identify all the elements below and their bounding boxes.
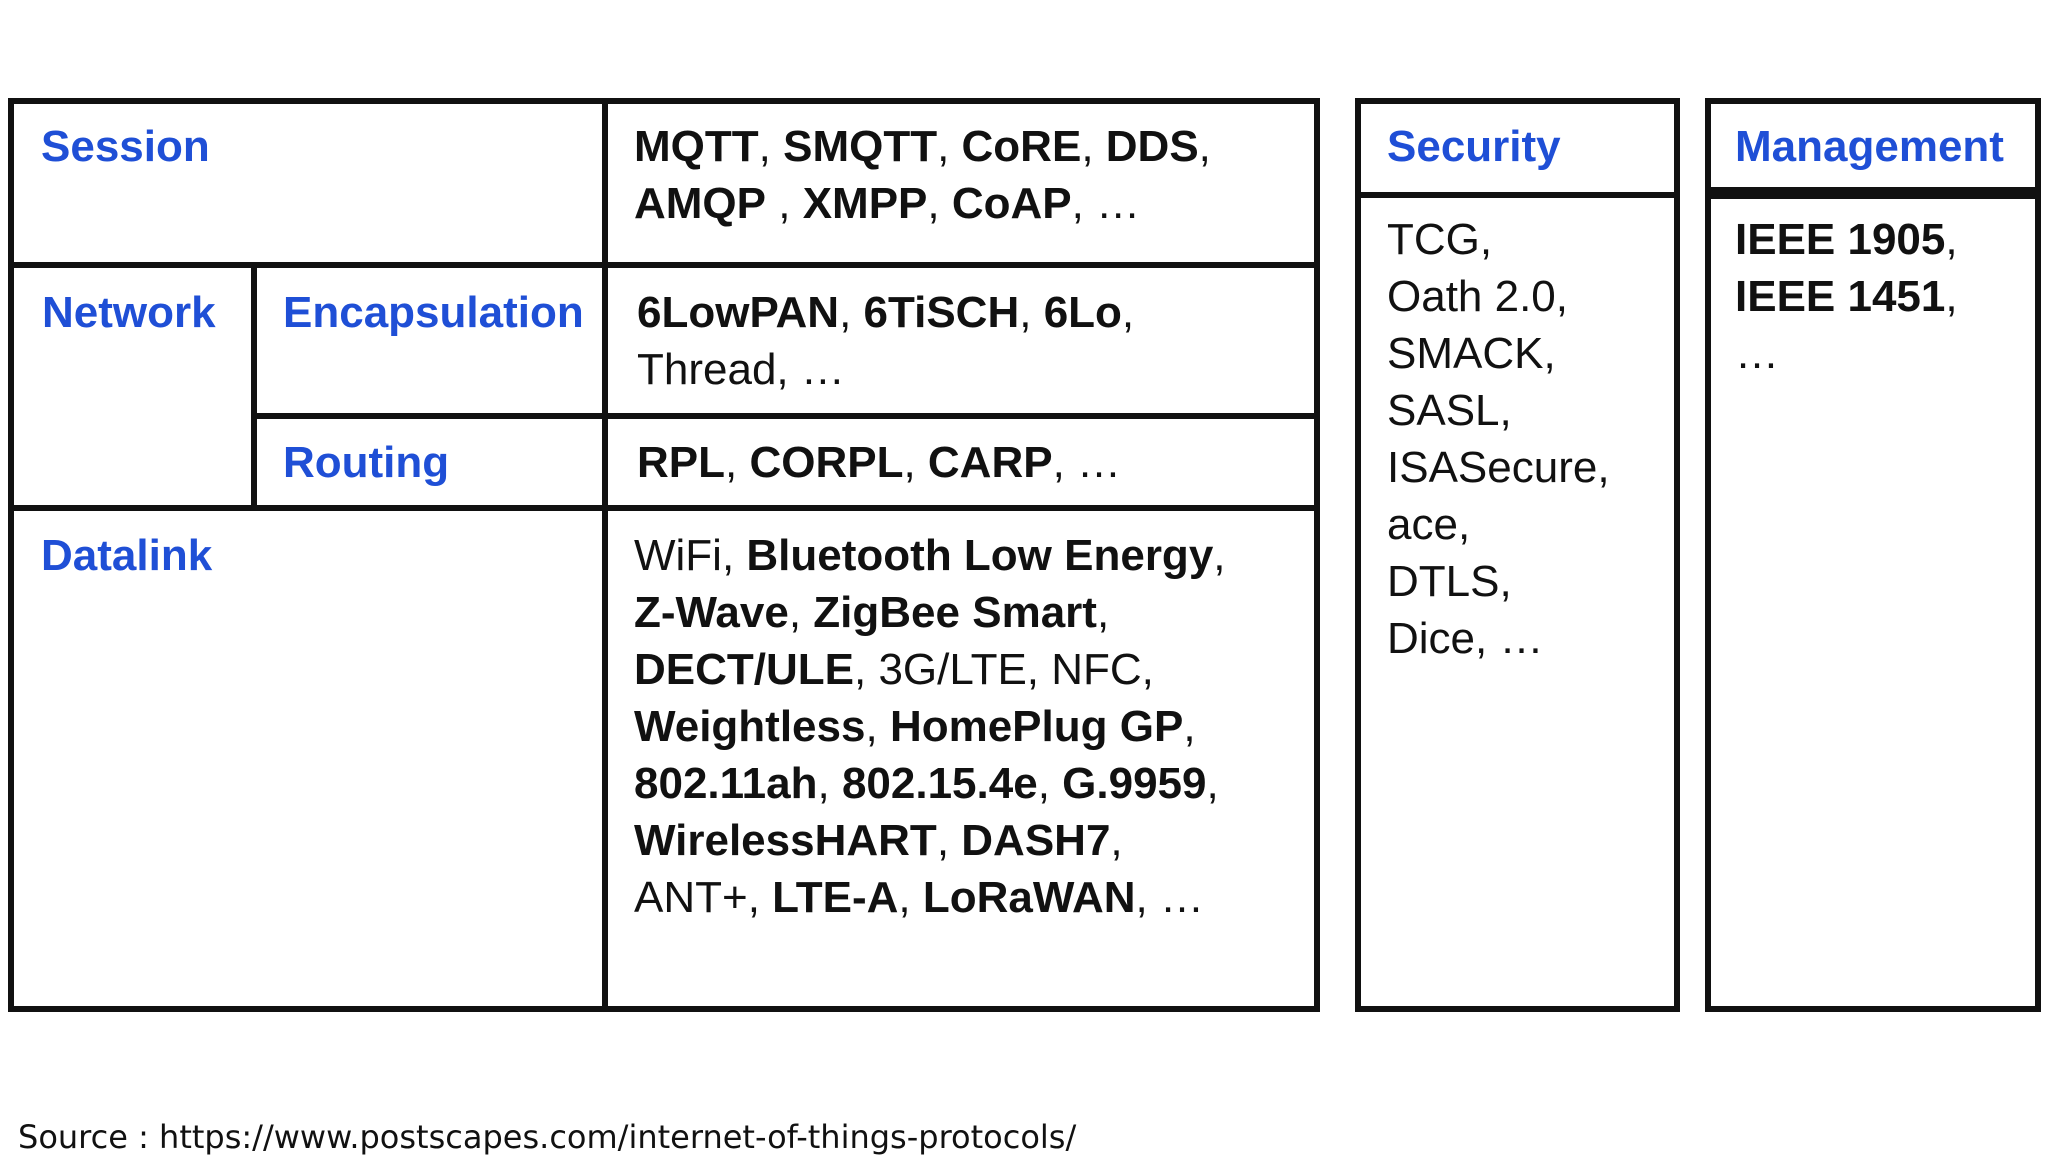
protocol-name-bold: CoAP xyxy=(951,179,1072,228)
protocol-name-bold: DECT/ULE xyxy=(634,645,854,694)
session-label: Session xyxy=(41,122,210,171)
protocol-name-bold: WirelessHART xyxy=(634,816,937,865)
protocol-text: , … xyxy=(1735,272,1958,378)
protocol-text: , 3G/LTE, NFC, xyxy=(854,645,1154,694)
protocol-name-bold: DASH7 xyxy=(961,816,1111,865)
protocol-name-bold: DDS xyxy=(1105,122,1199,171)
protocol-name-bold: AMQP xyxy=(634,179,766,228)
protocol-text: , xyxy=(898,873,923,922)
encapsulation-bottom-divider xyxy=(251,413,1320,419)
protocol-name-bold: LoRaWAN xyxy=(922,873,1136,922)
network-inner-divider xyxy=(251,264,257,510)
protocol-text: , xyxy=(788,588,814,637)
protocol-text: , xyxy=(1019,288,1044,337)
protocol-name-bold: 6LowPAN xyxy=(637,288,840,337)
protocol-name-bold: 802.15.4e xyxy=(841,759,1038,808)
network-bottom-divider xyxy=(8,505,1320,511)
source-citation xyxy=(18,1118,1076,1156)
protocol-text: , xyxy=(839,288,864,337)
protocol-text: , xyxy=(1096,588,1110,637)
protocol-name-bold: RPL xyxy=(637,438,725,487)
routing-protocols xyxy=(637,434,1317,491)
protocol-text: , Thread, … xyxy=(637,288,1135,394)
protocol-text: , xyxy=(1037,759,1063,808)
encapsulation-label: Encapsulation xyxy=(283,288,584,337)
protocol-text: , xyxy=(936,816,962,865)
protocol-text: , xyxy=(927,179,952,228)
protocol-text: , xyxy=(1110,816,1123,865)
routing-label: Routing xyxy=(283,438,450,487)
protocol-text: , xyxy=(766,179,803,228)
protocol-text: , xyxy=(1206,759,1219,808)
protocol-text: , xyxy=(903,438,928,487)
protocol-name-bold: XMPP xyxy=(802,179,928,228)
protocol-text: , xyxy=(1081,122,1106,171)
management-protocols xyxy=(1735,211,2035,382)
source-prefix: Source : xyxy=(18,1118,160,1156)
protocol-name-bold: CoRE xyxy=(961,122,1082,171)
protocol-name-bold: HomePlug GP xyxy=(889,702,1184,751)
datalink-label: Datalink xyxy=(41,531,213,580)
protocol-name-bold: 6Lo xyxy=(1043,288,1122,337)
protocol-name-bold: Weightless xyxy=(634,702,866,751)
protocol-text: , xyxy=(1945,215,1958,264)
protocol-name-bold: Bluetooth Low Energy xyxy=(746,531,1214,580)
management-header-divider xyxy=(1705,187,2041,199)
protocol-name-bold: CARP xyxy=(927,438,1053,487)
protocol-text: , xyxy=(1183,702,1196,751)
protocol-name-bold: IEEE 1905 xyxy=(1735,215,1946,264)
protocol-text: , … xyxy=(1135,873,1204,922)
protocol-name-bold: ZigBee Smart xyxy=(813,588,1097,637)
protocol-text: , xyxy=(1213,531,1226,580)
protocol-text: , xyxy=(1198,122,1211,171)
protocol-text: , … xyxy=(1052,438,1122,487)
session-bottom-divider xyxy=(8,262,1320,268)
network-label: Network xyxy=(42,288,216,337)
security-label: Security xyxy=(1387,122,1561,171)
management-label: Management xyxy=(1735,122,2004,171)
security-header-divider xyxy=(1355,192,1680,198)
protocol-text: , xyxy=(817,759,842,808)
protocol-name-bold: MQTT xyxy=(634,122,759,171)
session-protocols xyxy=(634,118,1314,232)
protocol-name-bold: 6TiSCH xyxy=(863,288,1020,337)
protocol-text: ANT+, xyxy=(634,873,773,922)
protocol-name-bold: CORPL xyxy=(749,438,904,487)
protocol-text: , xyxy=(937,122,962,171)
protocol-name-bold: IEEE 1451 xyxy=(1735,272,1946,321)
security-protocols xyxy=(1387,211,1677,667)
protocol-name-bold: 802.11ah xyxy=(634,759,818,808)
datalink-protocols xyxy=(634,527,1324,926)
protocol-text: TCG, Oath 2.0, SMACK, SASL, ISASecure, ace, DTLS, Dice, … xyxy=(1387,215,1610,663)
protocol-text: WiFi, xyxy=(634,531,747,580)
protocol-name-bold: G.9959 xyxy=(1062,759,1207,808)
stack-vertical-divider xyxy=(602,98,608,1012)
protocol-text: , xyxy=(758,122,784,171)
protocol-text: , … xyxy=(1071,179,1141,228)
protocol-text: , xyxy=(865,702,890,751)
protocol-name-bold: SMQTT xyxy=(783,122,938,171)
source-url[interactable]: https://www.postscapes.com/internet-of-things-protocols/ xyxy=(159,1118,1077,1156)
protocol-name-bold: Z-Wave xyxy=(634,588,789,637)
protocol-text: , xyxy=(725,438,750,487)
encapsulation-protocols xyxy=(637,284,1317,398)
protocol-name-bold: LTE-A xyxy=(772,873,899,922)
